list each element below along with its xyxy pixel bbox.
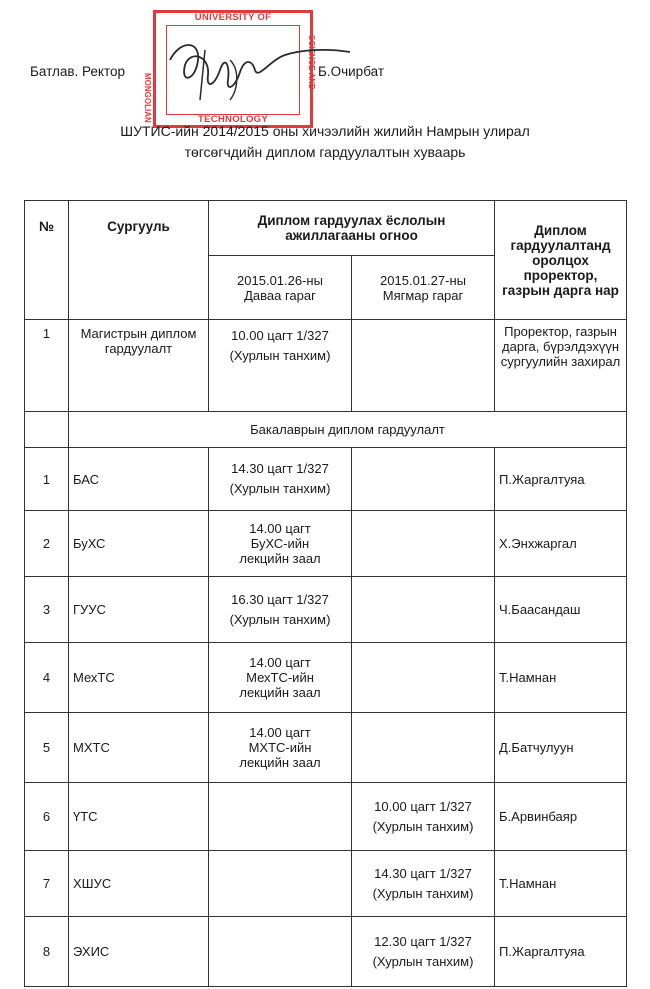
day1-line2: (Хурлын танхим) <box>229 611 331 627</box>
row-day1 <box>209 917 352 987</box>
master-participants: Проректор, газрын дарга, бүрэлдэхүүн сургуулийн захирал <box>495 320 627 412</box>
bachelor-section-title: Бакалаврын диплом гардуулалт <box>69 412 627 448</box>
row-day1 <box>209 577 352 643</box>
row-day2 <box>352 511 495 577</box>
row-school: ГУУС <box>69 577 209 643</box>
table-row <box>25 643 627 713</box>
row-participant: Х.Энхжаргал <box>495 511 627 577</box>
table-row <box>25 851 627 917</box>
row-participant: П.Жаргалтуяа <box>495 448 627 511</box>
row-number: 7 <box>25 851 69 917</box>
day1-line2: БуХС-ийн <box>250 536 310 551</box>
master-number: 1 <box>25 320 69 412</box>
master-day1-time: 10.00 цагт 1/327 <box>231 328 329 343</box>
day2-line1: 14.30 цагт 1/327 <box>374 865 472 881</box>
master-row <box>25 320 627 412</box>
document-title-line1: ШУТИС-ийн 2014/2015 оны хичээлийн жилийн Намрын улирал <box>120 123 530 139</box>
day1-weekday: Даваа гараг <box>244 287 316 303</box>
day1-line2: МХТС-ийн <box>248 740 312 755</box>
table-row <box>25 511 627 577</box>
row-number: 4 <box>25 643 69 713</box>
row-school: БАС <box>69 448 209 511</box>
master-day1 <box>209 320 352 412</box>
day1-line3: лекцийн заал <box>239 755 321 770</box>
row-day1 <box>209 783 352 851</box>
day2-line1: 12.30 цагт 1/327 <box>374 933 472 949</box>
day2-header <box>352 256 495 320</box>
rector-name: Б.Очирбат <box>318 64 385 79</box>
table-row <box>25 713 627 783</box>
row-number: 1 <box>25 448 69 511</box>
day2-date: 2015.01.27-ны <box>380 272 466 288</box>
row-school: ХШУС <box>69 851 209 917</box>
day1-line1: 16.30 цагт 1/327 <box>231 591 329 607</box>
row-participant: Т.Намнан <box>495 851 627 917</box>
row-participant: П.Жаргалтуяа <box>495 917 627 987</box>
day1-line1: 14.30 цагт 1/327 <box>231 461 329 476</box>
day1-line3: лекцийн заал <box>239 551 321 566</box>
ceremony-date-header: Диплом гардуулах ёслолын ажиллагааны огноо <box>209 201 495 256</box>
row-number: 3 <box>25 577 69 643</box>
document-title-line2: төгсөгчдийн диплом гардуулалтын хуваарь <box>184 144 466 160</box>
day2-line2: (Хурлын танхим) <box>372 885 474 901</box>
row-school: ЭХИС <box>69 917 209 987</box>
table-row <box>25 783 627 851</box>
row-school: МехТС <box>69 643 209 713</box>
stamp-text-bottom: TECHNOLOGY <box>197 114 269 125</box>
row-day2 <box>352 577 495 643</box>
day1-line2: (Хурлын танхим) <box>229 481 331 496</box>
day1-line3: лекцийн заал <box>239 685 321 700</box>
row-number: 6 <box>25 783 69 851</box>
table-row <box>25 577 627 643</box>
row-number: 5 <box>25 713 69 783</box>
stamp-text-right: SCIENCE AND <box>307 35 316 90</box>
day2-weekday: Мягмар гараг <box>382 287 464 303</box>
row-day2 <box>352 851 495 917</box>
master-school: Магистрын диплом гардуулалт <box>69 320 209 412</box>
row-day1 <box>209 643 352 713</box>
stamp-text-left: MONGOLIAN <box>143 73 152 123</box>
row-day1 <box>209 851 352 917</box>
rector-approval-label: Батлав. Ректор <box>30 64 126 79</box>
row-day1 <box>209 511 352 577</box>
number-header: № <box>25 201 69 320</box>
row-day2 <box>352 643 495 713</box>
row-number: 2 <box>25 511 69 577</box>
day2-line2: (Хурлын танхим) <box>372 953 474 969</box>
table-row <box>25 917 627 987</box>
row-number: 8 <box>25 917 69 987</box>
bachelor-section-spacer <box>25 412 69 448</box>
participants-header: Диплом гардуулалтанд оролцох проректор, газрын дарга нар <box>495 201 627 320</box>
row-participant: Т.Намнан <box>495 643 627 713</box>
master-day2 <box>352 320 495 412</box>
row-school: ҮТС <box>69 783 209 851</box>
row-participant: Ч.Баасандаш <box>495 577 627 643</box>
row-participant: Д.Батчулуун <box>495 713 627 783</box>
stamp-text-top: UNIVERSITY OF <box>194 12 272 23</box>
bachelor-section-row <box>25 412 627 448</box>
day1-header <box>209 256 352 320</box>
day1-line1: 14.00 цагт <box>249 521 311 536</box>
day2-line2: (Хурлын танхим) <box>372 818 474 834</box>
row-day1 <box>209 713 352 783</box>
bachelor-rows <box>25 448 627 987</box>
row-day2 <box>352 917 495 987</box>
row-day2 <box>352 448 495 511</box>
rector-signature <box>160 30 360 110</box>
day1-date: 2015.01.26-ны <box>237 272 323 288</box>
row-day2 <box>352 713 495 783</box>
row-participant: Б.Арвинбаяр <box>495 783 627 851</box>
day2-line1: 10.00 цагт 1/327 <box>374 798 472 814</box>
row-day1 <box>209 448 352 511</box>
day1-line1: 14.00 цагт <box>249 725 311 740</box>
ceremony-schedule-table <box>24 200 627 987</box>
header-row <box>25 201 627 256</box>
table-row <box>25 448 627 511</box>
day1-line1: 14.00 цагт <box>249 655 311 670</box>
day1-line2: МехТС-ийн <box>246 670 314 685</box>
row-school: БуХС <box>69 511 209 577</box>
school-header: Сургууль <box>69 201 209 320</box>
master-day1-room: (Хурлын танхим) <box>229 348 331 363</box>
row-school: МХТС <box>69 713 209 783</box>
row-day2 <box>352 783 495 851</box>
